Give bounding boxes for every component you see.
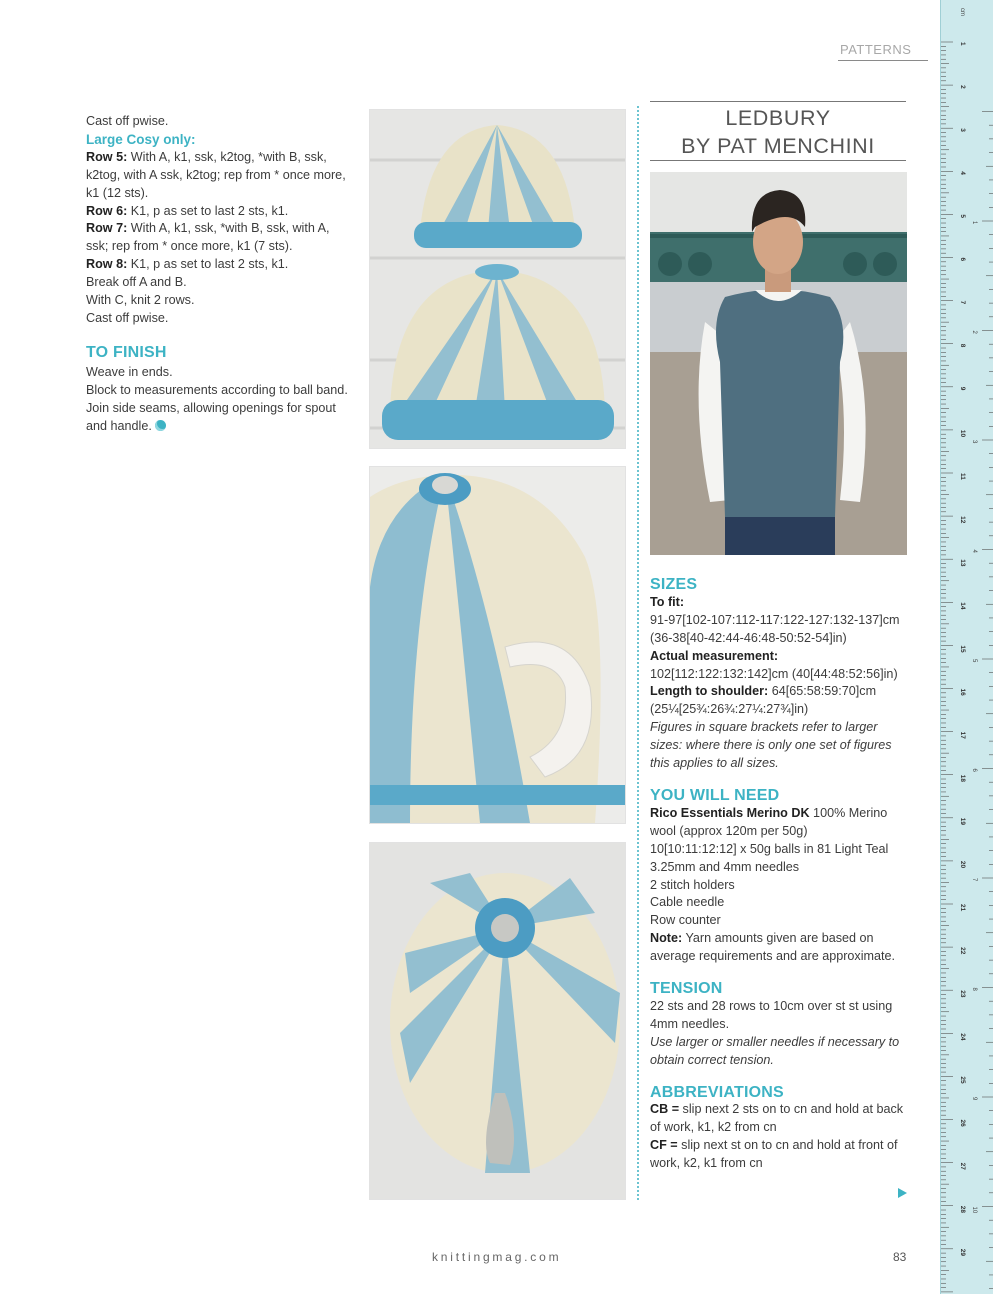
tension-note: Use larger or smaller needles if necessary to obtain correct tension. [650,1034,900,1067]
ruler-cm-label: 6 [959,257,966,262]
ruler-inch-label: 3 [971,440,977,444]
yarn-note: Note: Yarn amounts given are based on average requirements and are approximate. [650,931,896,964]
right-text-column [650,576,912,1173]
ruler-cm-label: 2 [959,85,966,89]
length-to-shoulder: Length to shoulder: 64[65:58:59:70]cm (25¼[25¾:26¾:27¼:27¾]in) [650,684,877,717]
ruler-cm-label: 17 [959,731,966,739]
ruler-cm-label: cm [959,8,965,16]
intro-line: Cast off pwise. [86,114,169,128]
ruler-cm-label: 28 [959,1205,966,1213]
ruler-cm-label: 11 [959,473,966,480]
ruler-cm-label: 23 [959,990,966,998]
page-number: 83 [893,1250,907,1264]
ruler-cm-label: 21 [959,904,966,912]
actual-measurement-label: Actual measurement: [650,648,779,663]
row-5: Row 5: With A, k1, ssk, k2tog, *with B, ssk, k2tog, with A ssk, k2tog; rep from * once more, k1 (12 sts). [86,149,346,200]
ruler-cm-label: 5 [959,214,966,219]
teapot-cosy-side-photo [369,466,626,824]
ruler-inch-label: 8 [971,987,977,991]
ruler-cm-label: 9 [959,386,966,391]
footer-url: knittingmag.com [432,1250,562,1264]
title-rule-bottom [650,160,906,161]
section-label: PATTERNS [840,42,912,57]
ruler-cm-label: 26 [959,1119,966,1127]
need-item: 3.25mm and 4mm needles [650,859,800,874]
ruler-cm-label: 3 [959,128,966,132]
abbreviation-item: CF = slip next st on to cn and hold at front of work, k2, k1 from cn [650,1138,898,1171]
large-cosy-heading: Large Cosy only: [86,131,196,147]
actual-measurement-value: 102[112:122:132:142]cm (40[44:48:52:56]in) [650,666,898,681]
need-item: 2 stitch holders [650,877,735,892]
designer-name: BY PAT MENCHINI [681,134,875,158]
finish-line: Weave in ends. [86,364,173,379]
ruler-cm-label: 20 [959,860,966,869]
continue-arrow-icon [898,1188,907,1198]
need-item: 10[10:11:12:12] x 50g balls in 81 Light Teal [650,841,889,856]
to-fit-label: To fit: [650,594,685,609]
teapot-cosy-top-photo [369,842,626,1200]
abbreviation-item: CB = slip next 2 sts on to cn and hold at back of work, k1, k2 from cn [650,1102,904,1135]
header-divider [838,60,928,61]
pattern-title [650,104,906,160]
sizes-heading: SIZES [650,576,698,593]
ruler-cm-label: 14 [959,602,966,610]
abbreviations-heading: ABBREVIATIONS [650,1083,784,1101]
instruction-line: With C, knit 2 rows. [86,293,195,308]
ruler-inch-label: 9 [971,1097,977,1101]
ruler-labels [959,42,977,1294]
ruler-cm-label: 19 [959,817,966,826]
row-6: Row 6: K1, p as set to last 2 sts, k1. [86,203,289,218]
ruler-inch-label: 1 [971,221,977,225]
finish-line: Block to measurements according to ball band. Join side seams, allowing openings for spout and handle. [86,382,348,433]
column-divider [637,106,639,1200]
title-rule-top [650,101,906,102]
left-text-column [86,113,348,435]
sizes-note: Figures in square brackets refer to larger sizes: where there is only one set of figures this applies to all sizes. [650,720,892,771]
ruler-inch-label: 10 [971,1206,977,1214]
to-fit-value: 91-97[102-107:112-117:122-127:132-137]cm (36-38[40-42:44-46:48-50:52-54]in) [650,612,900,645]
ruler-cm-label: 4 [959,171,966,175]
ruler-cm-label: 29 [959,1248,966,1257]
instruction-line: Cast off pwise. [86,310,169,325]
ruler-cm-label: 27 [959,1162,966,1170]
ruler-inch-label: 2 [971,330,977,334]
yarn-line: Rico Essentials Merino DK 100% Merino wool (approx 120m per 50g) [650,805,888,838]
to-finish-heading: TO FINISH [86,343,167,361]
row-7: Row 7: With A, k1, ssk, *with B, ssk, with A, ssk; rep from * once more, k1 (7 sts). [86,221,330,254]
ruler-ticks [941,42,993,1292]
pattern-name: LEDBURY [725,106,831,130]
row-8: Row 8: K1, p as set to last 2 sts, k1. [86,257,289,272]
ruler-cm-label: 22 [959,947,966,955]
ruler-inch-label: 5 [971,659,977,663]
ruler-inch-label: 7 [971,878,977,882]
ruler-cm-label: 15 [959,645,966,653]
ruler-cm-label: 18 [959,774,966,782]
yarn-ball-icon [155,420,166,431]
measuring-ruler [940,0,993,1294]
need-item: Row counter [650,913,721,928]
tea-cosies-photo [369,109,626,449]
ruler-cm-label: 13 [959,559,966,567]
ruler-cm-label: 12 [959,516,966,524]
ruler-cm-label: 7 [959,300,966,305]
ruler-cm-label: 8 [959,343,966,348]
model-photo [650,172,907,555]
ruler-cm-label: 25 [959,1076,966,1084]
you-will-need-heading: YOU WILL NEED [650,786,780,804]
ruler-cm-label: 24 [959,1033,966,1041]
instruction-line: Break off A and B. [86,275,187,290]
ruler-cm-label: 10 [959,429,966,438]
ruler-inch-label: 4 [971,549,977,553]
ruler-cm-label: 16 [959,688,966,696]
need-item: Cable needle [650,895,725,910]
ruler-inch-label: 6 [971,768,977,772]
tension-text: 22 sts and 28 rows to 10cm over st st using 4mm needles. [650,998,893,1031]
ruler-cm-label: 1 [959,42,966,46]
tension-heading: TENSION [650,980,723,998]
